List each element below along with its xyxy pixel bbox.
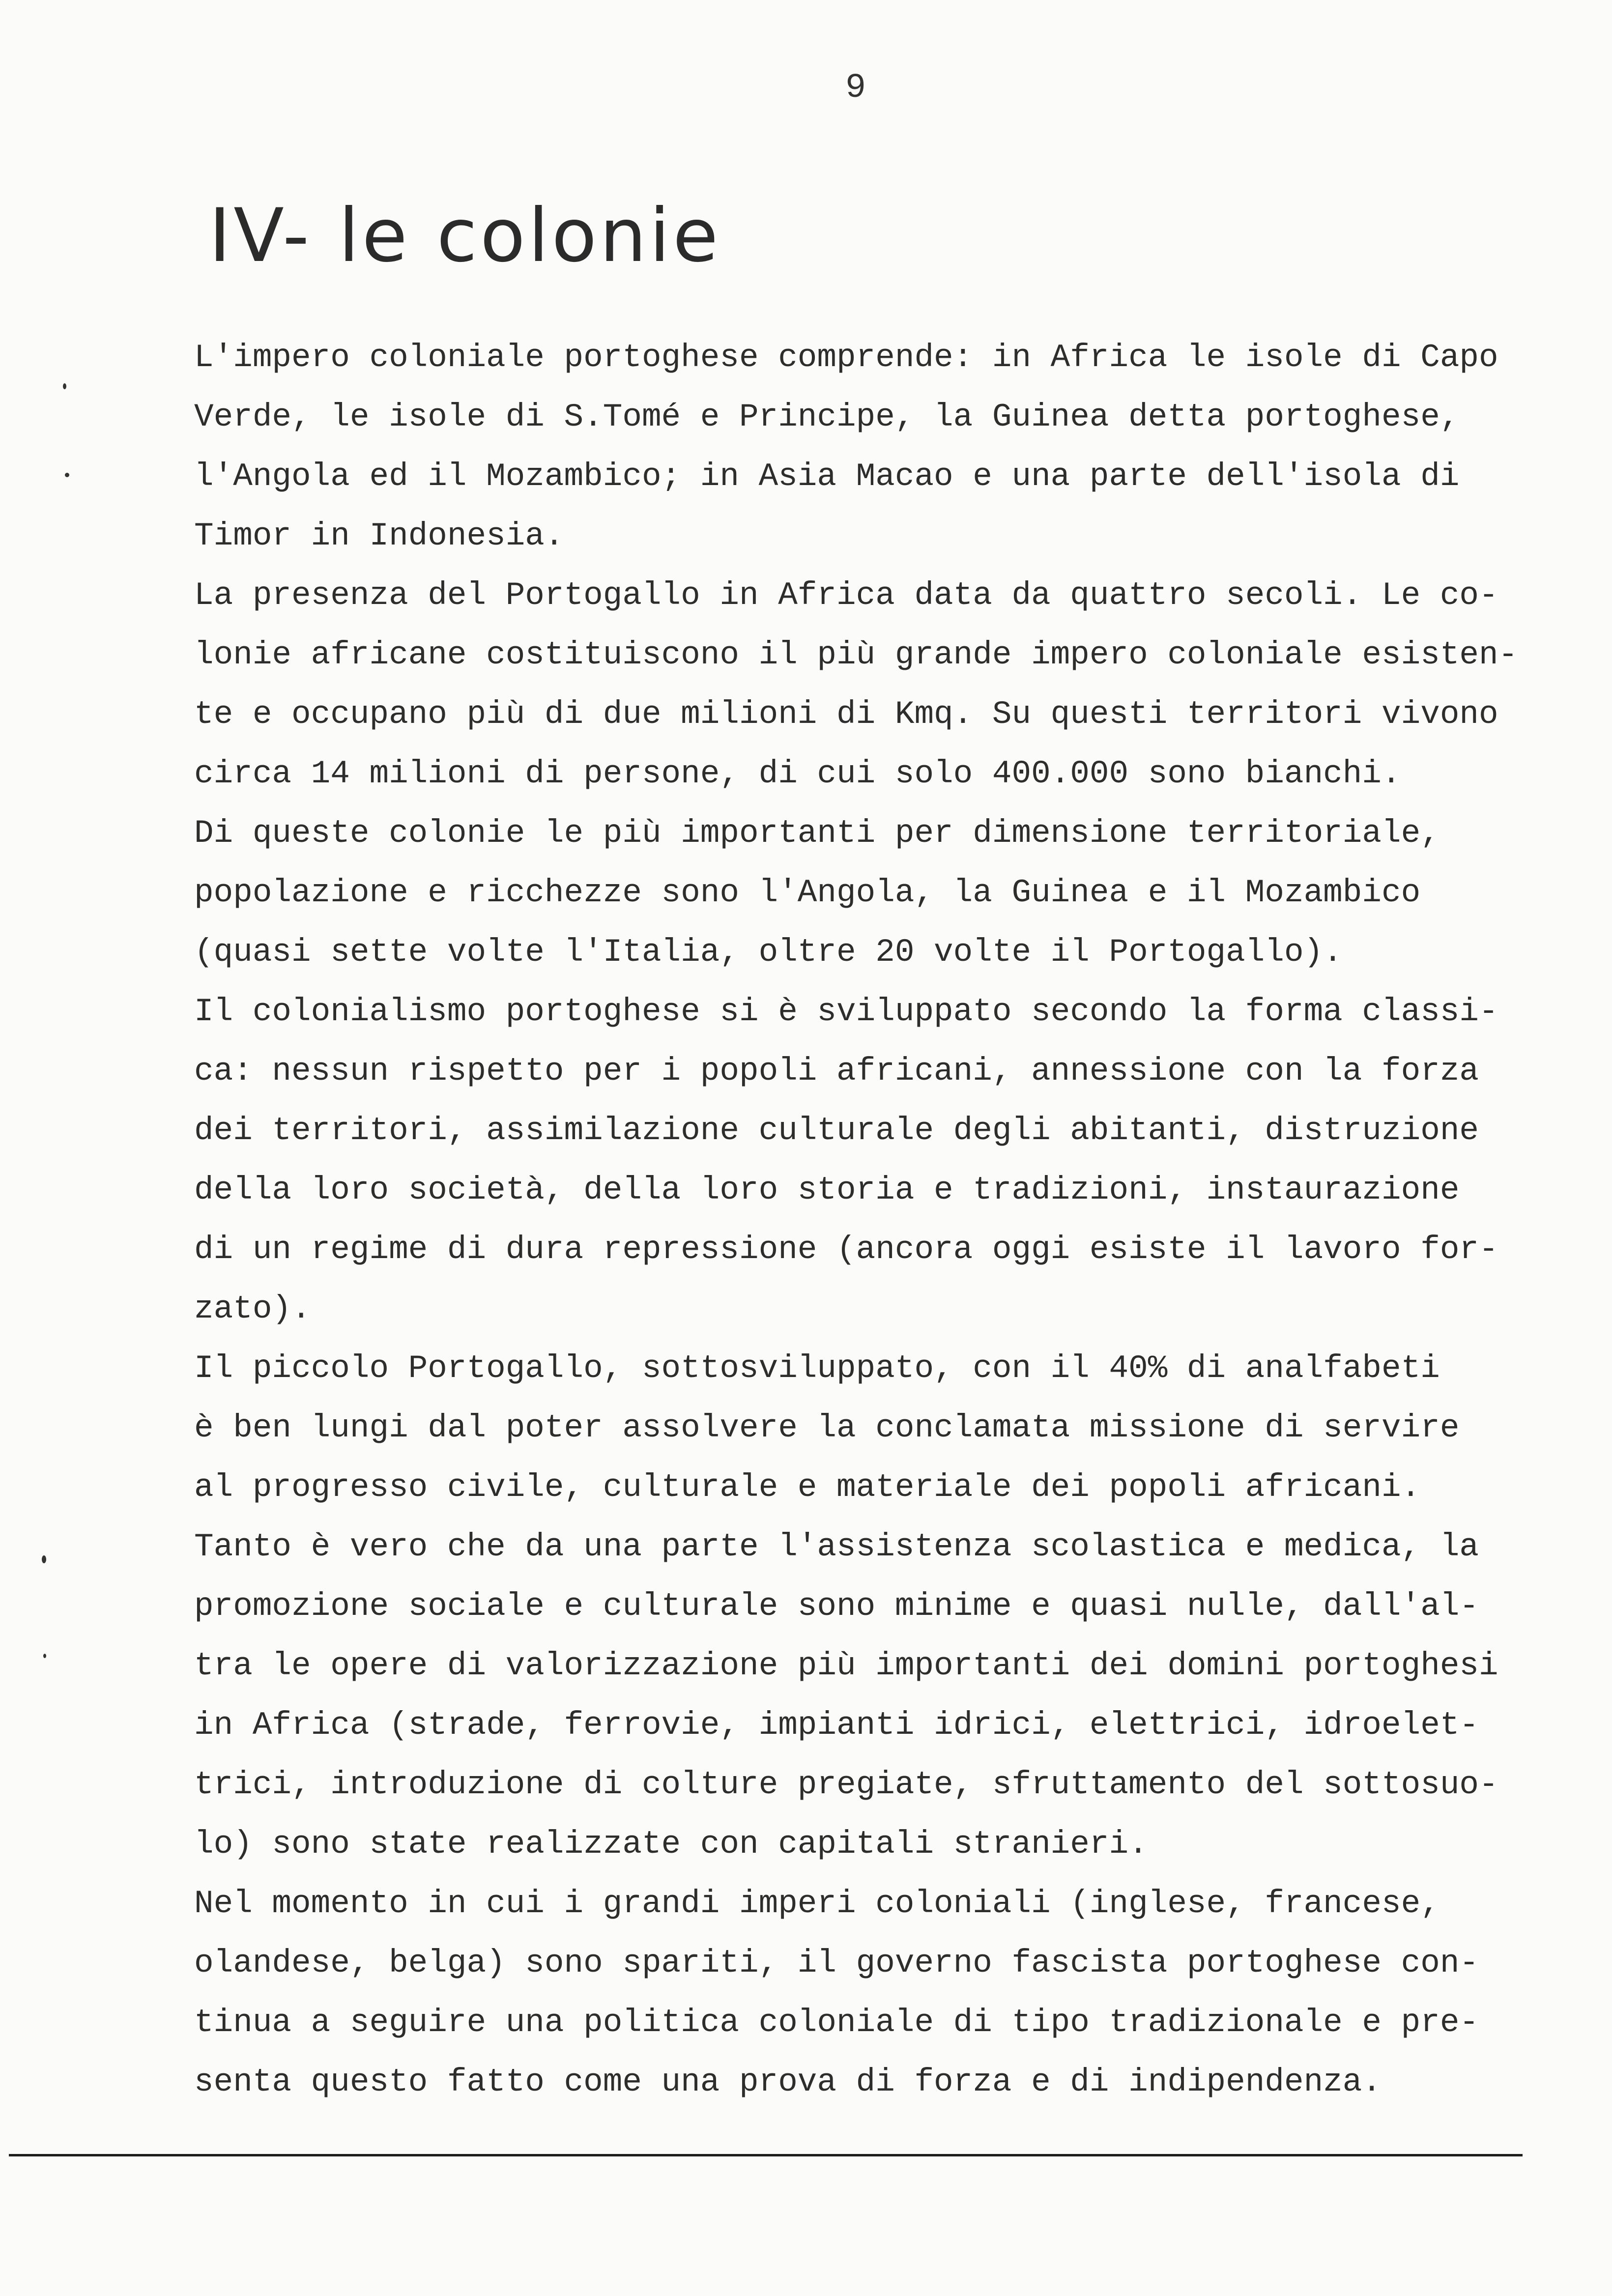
text-line: è ben lungi dal poter assolvere la conclamata missione di servire	[194, 1409, 1460, 1446]
text-line: Il piccolo Portogallo, sottosviluppato, con il 40% di analfabeti	[194, 1350, 1440, 1387]
text-line: tinua a seguire una politica coloniale di tipo tradizionale e pre-	[194, 2004, 1479, 2041]
text-line: Timor in Indonesia.	[194, 517, 564, 554]
margin-speck	[65, 473, 69, 477]
text-line: zato).	[194, 1291, 311, 1327]
text-line: ca: nessun rispetto per i popoli africani, annessione con la forza	[194, 1053, 1479, 1090]
text-line: Tanto è vero che da una parte l'assistenza scolastica e medica, la	[194, 1528, 1479, 1565]
text-line: lo) sono state realizzate con capitali stranieri.	[194, 1826, 1148, 1863]
body-text	[194, 328, 1570, 2112]
text-line: dei territori, assimilazione culturale degli abitanti, distruzione	[194, 1112, 1479, 1149]
text-line: l'Angola ed il Mozambico; in Asia Macao e una parte dell'isola di	[194, 458, 1460, 495]
text-line: olandese, belga) sono spariti, il governo fascista portoghese con-	[194, 1945, 1479, 1981]
text-line: di un regime di dura repressione (ancora oggi esiste il lavoro for-	[194, 1231, 1498, 1268]
bottom-rule	[9, 2154, 1523, 2156]
text-line: in Africa (strade, ferrovie, impianti idrici, elettrici, idroelet-	[194, 1707, 1479, 1744]
text-line: tra le opere di valorizzazione più importanti dei domini portoghesi	[194, 1647, 1498, 1684]
text-line: lonie africane costituiscono il più grande impero coloniale esisten-	[194, 636, 1518, 673]
text-line: al progresso civile, culturale e materiale dei popoli africani.	[194, 1469, 1421, 1506]
text-line: senta questo fatto come una prova di forza e di indipendenza.	[194, 2064, 1382, 2100]
text-line: Di queste colonie le più importanti per dimensione territoriale,	[194, 815, 1440, 852]
text-line: La presenza del Portogallo in Africa data da quattro secoli. Le co-	[194, 577, 1498, 614]
chapter-title: IV- le colonie	[209, 193, 721, 279]
text-line: circa 14 milioni di persone, di cui solo 400.000 sono bianchi.	[194, 755, 1401, 792]
text-line: trici, introduzione di colture pregiate, sfruttamento del sottosuo-	[194, 1766, 1498, 1803]
text-line: (quasi sette volte l'Italia, oltre 20 volte il Portogallo).	[194, 934, 1343, 971]
margin-speck	[63, 383, 66, 389]
margin-speck	[42, 1555, 46, 1563]
text-line: te e occupano più di due milioni di Kmq. Su questi territori vivono	[194, 696, 1498, 733]
text-line: L'impero coloniale portoghese comprende: in Africa le isole di Capo	[194, 339, 1498, 376]
text-line: Verde, le isole di S.Tomé e Principe, la Guinea detta portoghese,	[194, 399, 1460, 435]
page-number: 9	[845, 69, 866, 108]
text-line: Nel momento in cui i grandi imperi coloniali (inglese, francese,	[194, 1885, 1440, 1922]
text-line: Il colonialismo portoghese si è sviluppato secondo la forma classi-	[194, 993, 1498, 1030]
text-line: promozione sociale e culturale sono minime e quasi nulle, dall'al-	[194, 1588, 1479, 1625]
text-line: della loro società, della loro storia e tradizioni, instaurazione	[194, 1172, 1460, 1208]
text-line: popolazione e ricchezze sono l'Angola, la Guinea e il Mozambico	[194, 874, 1421, 911]
margin-speck	[43, 1654, 46, 1658]
